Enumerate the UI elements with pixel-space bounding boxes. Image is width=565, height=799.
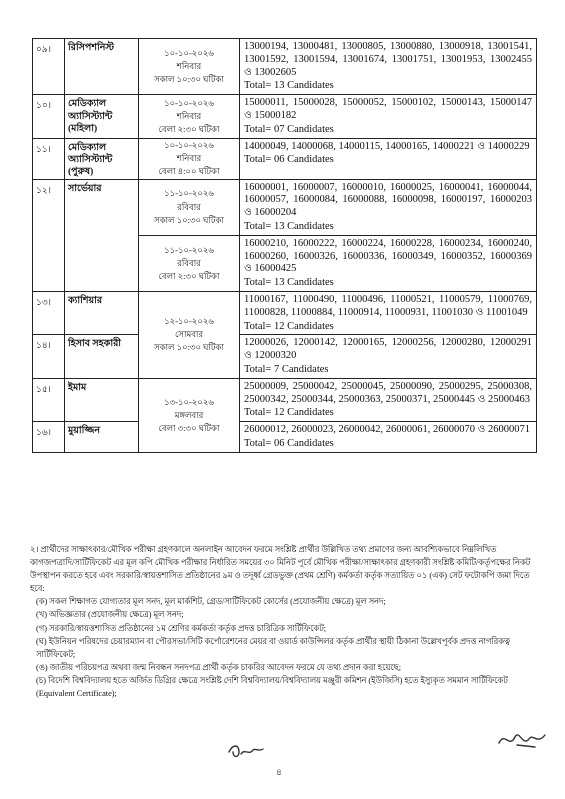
post-name-cell: হিসাব সহকারী xyxy=(65,335,139,378)
date-time-cell xyxy=(139,39,240,95)
table-row xyxy=(33,291,537,334)
candidate-total: Total= 07 Candidates xyxy=(244,123,334,135)
post-name-cell: মেডিক্যাল অ্যাসিস্ট্যান্ট (মহিলা) xyxy=(65,95,139,138)
day-text: রবিবার xyxy=(177,257,201,268)
roll-numbers-cell xyxy=(240,235,537,291)
table-row xyxy=(33,179,537,235)
post-name-cell: ক্যাশিয়ার xyxy=(65,291,139,334)
handwritten-initial xyxy=(225,740,269,762)
date-time-cell xyxy=(139,138,240,179)
roll-numbers-cell xyxy=(240,138,537,179)
date-time-cell xyxy=(139,179,240,235)
instruction-item: (খ) অভিজ্ঞতার (প্রযোজনীয় ক্ষেত্রে) মূল সনদ; xyxy=(36,610,184,620)
candidate-total: Total= 12 Candidates xyxy=(244,320,334,332)
time-text: বেলা ২:৩০ ঘটিকা xyxy=(158,123,220,134)
date-text: ১১-১০-২০২৬ xyxy=(164,188,214,199)
serial-cell: ১২। xyxy=(33,179,65,291)
time-text: বেলা ২:৩০ ঘটিকা xyxy=(158,270,220,281)
instructions-section xyxy=(30,543,542,700)
day-text: রবিবার xyxy=(177,201,201,212)
roll-numbers: 12000026, 12000142, 12000165, 12000256, 12000280, 12000291 ও 12000320 xyxy=(244,337,532,362)
handwritten-signature xyxy=(495,725,555,753)
roll-numbers-cell xyxy=(240,95,537,138)
table-row xyxy=(33,95,537,138)
serial-cell: ১৫। xyxy=(33,378,65,421)
table-row xyxy=(33,422,537,453)
serial-cell: ১০। xyxy=(33,95,65,138)
instruction-item: (গ) সরকারি/স্বায়ত্তশাসিত প্রতিষ্ঠানের ১ম শ্রেণির কর্মকর্তা কর্তৃক প্রদত্ত চারিত্রিক সার্টিফিকেট; xyxy=(36,623,327,633)
date-text: ১০-১০-২০২৬ xyxy=(164,139,214,150)
serial-cell: ১১। xyxy=(33,138,65,179)
serial-cell: ১৩। xyxy=(33,291,65,334)
candidate-total: Total= 13 Candidates xyxy=(244,221,334,232)
post-name-cell: মেডিক্যাল অ্যাসিস্ট্যান্ট (পুরুষ) xyxy=(65,138,139,179)
day-text: সোমবার xyxy=(174,329,204,340)
page-number: ৪ xyxy=(276,767,282,777)
instruction-item: (ক) সকল শিক্ষাগত যোগ্যতার মূল সনদ, মূল মার্কশিট, গ্রেড/সার্টিফিকেট কোর্সের (প্রযোজনীয় ক্ষেত্রে) মূল সনদ; xyxy=(36,597,386,607)
post-name-cell: রিসিপশনিস্ট xyxy=(65,39,139,95)
candidate-total: Total= 13 Candidates xyxy=(244,277,334,289)
roll-numbers: 26000012, 26000023, 26000042, 26000061, 26000070 ও 26000071 xyxy=(244,424,530,436)
roll-numbers-cell xyxy=(240,179,537,235)
date-text: ১৩-১০-২০২৬ xyxy=(164,396,214,407)
instruction-item: (ঘ) ইউনিয়ন পরিষদের চেয়ারম্যান বা পৌরসভা/সিটি কর্পোরেশনের মেয়র বা ওয়ার্ড কাউন্সিলর কর্তৃক প্রার্থীর স্থায়ী ঠিকানা উল্লেখপূর্বক প্রদত্ত নাগরিকত্ব সার্টিফিকেট; xyxy=(36,636,510,659)
roll-numbers: 11000167, 11000490, 11000496, 11000521, 11000579, 11000769, 11000828, 11000884, 11000914, 11000931, 11001030 ও 11001049 xyxy=(244,293,532,318)
roll-numbers-cell xyxy=(240,291,537,334)
serial-cell: ১৪। xyxy=(33,335,65,378)
date-text: ১২-১০-২০২৬ xyxy=(164,316,214,327)
date-time-cell xyxy=(139,378,240,452)
table-row xyxy=(33,39,537,95)
roll-numbers: 16000001, 16000007, 16000010, 16000025, 16000041, 16000044, 16000057, 16000084, 16000088, 16000098, 16000197, 16000203 ও 16000204 xyxy=(244,181,532,219)
day-text: মঙ্গলবার xyxy=(174,409,204,420)
date-text: ১১-১০-২০২৬ xyxy=(164,244,214,255)
date-time-cell xyxy=(139,235,240,291)
roll-numbers-cell xyxy=(240,39,537,95)
roll-numbers: 25000009, 25000042, 25000045, 25000090, 25000295, 25000308, 25000342, 25000344, 25000363, 25000371, 25000445 ও 25000463 xyxy=(244,380,532,405)
table-row xyxy=(33,335,537,378)
roll-numbers-cell xyxy=(240,335,537,378)
post-name-cell: মুয়াজ্জিন xyxy=(65,422,139,453)
post-name-cell: ইমাম xyxy=(65,378,139,421)
roll-numbers: 16000210, 16000222, 16000224, 16000228, 16000234, 16000240, 16000260, 16000326, 16000336, 16000349, 16000352, 16000369 ও 16000425 xyxy=(244,237,532,275)
table-row xyxy=(33,378,537,421)
roll-numbers: 15000011, 15000028, 15000052, 15000102, 15000143, 15000147 ও 15000182 xyxy=(244,97,532,121)
day-text: শনিবার xyxy=(176,153,202,163)
instruction-item: (ঙ) জাতীয় পরিচয়পত্র অথবা জন্ম নিবন্ধন সনদপত্র প্রার্থী কর্তৃক চাকরির আবেদন ফরমে যে তথ্য প্রদান করা হয়েছে; xyxy=(36,662,402,672)
interview-schedule-table xyxy=(32,38,537,453)
candidate-total: Total= 12 Candidates xyxy=(244,407,334,419)
date-text: ১০-১০-২০২৬ xyxy=(164,47,214,58)
roll-numbers-cell xyxy=(240,422,537,453)
time-text: সকাল ১০:৩০ ঘটিকা xyxy=(154,342,224,353)
instruction-item: (চ) বিদেশি বিশ্ববিদ্যালয় হতে অর্জিত ডিগ্রির ক্ষেত্রে সংশ্লিষ্ট দেশি বিশ্ববিদ্যালয়/বিশ্ববিদ্যালয় মঞ্জুরী কমিশন (ইউজিসি) হতে ইস্যুকৃত সমমান সার্টিফিকেট (Equivalent Certificate); xyxy=(36,675,508,699)
roll-numbers: 14000049, 14000068, 14000115, 14000165, 14000221 ও 14000229 xyxy=(244,140,530,152)
serial-cell: ১৬। xyxy=(33,422,65,453)
roll-numbers: 13000194, 13000481, 13000805, 13000880, 13000918, 13001541, 13001592, 13001594, 13001674, 13001751, 13001953, 13002455 ও 13002605 xyxy=(244,41,532,78)
candidate-total: Total= 06 Candidates xyxy=(244,437,334,449)
roll-numbers-cell xyxy=(240,378,537,421)
date-text: ১০-১০-২০২৬ xyxy=(164,97,214,108)
day-text: শনিবার xyxy=(176,61,202,71)
candidate-total: Total= 13 Candidates xyxy=(244,80,334,92)
candidate-total: Total= 06 Candidates xyxy=(244,154,334,166)
post-name-cell: সার্ভেয়ার xyxy=(65,179,139,291)
date-time-cell xyxy=(139,291,240,378)
date-time-cell xyxy=(139,95,240,138)
time-text: বেলা ৪:০০ ঘটিকা xyxy=(158,166,220,177)
table-row xyxy=(33,138,537,179)
serial-cell: ০৯। xyxy=(33,39,65,95)
candidate-total: Total= 7 Candidates xyxy=(244,363,329,375)
day-text: শনিবার xyxy=(176,110,202,121)
time-text: সকাল ১০:৩০ ঘটিকা xyxy=(154,74,224,85)
time-text: সকাল ১০:৩০ ঘটিকা xyxy=(154,214,224,225)
instruction-paragraph: ২। প্রার্থীদের সাক্ষাৎকার/মৌখিক পরীক্ষা গ্রহণকালে অনলাইন আবেদন ফরমে সংশ্লিষ্ট প্রার্থীর উল্লিখিত তথ্য প্রমাণের জন্য আবশ্যিকভাবে নিম্নলিখিত কাগজপত্রাদি/সার্টিফিকেট এর মূল কপি মৌখিক পরীক্ষার নির্ধারিত সময়ের ৩০ মিনিট পূর্বে মৌখিক পরীক্ষা/সাক্ষাৎকার গ্রহণকারী সংশ্লিষ্ট কমিটি/কর্তৃপক্ষের নিকট উপস্থাপন করতে হবে এবং সরকারি/স্বায়ত্তশাসিত প্রতিষ্ঠানের ৯ম ও তদূর্ধ্ব গ্রেডভুক্ত (প্রথম শ্রেণি) কর্মকর্তা কর্তৃক সত্যায়িত ০১ (এক) সেট ফটোকপি জমা দিতে হবে: xyxy=(30,545,531,594)
time-text: বেলা ৩:৩০ ঘটিকা xyxy=(158,422,220,433)
